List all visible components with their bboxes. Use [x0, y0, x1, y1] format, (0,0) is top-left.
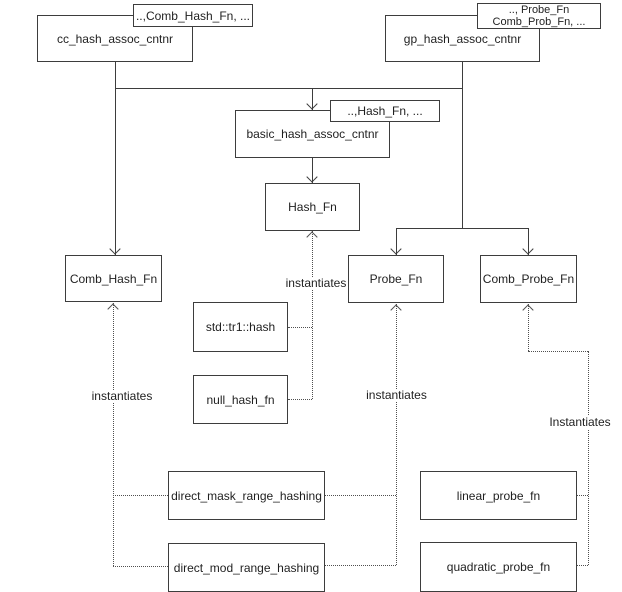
arrowhead-into-basic-hash: [306, 98, 317, 109]
edge-linear-probe-connector: [577, 495, 588, 496]
node-label: Probe_Fn: [369, 272, 423, 286]
edge-label-hash-instantiates: instantiates: [285, 276, 347, 290]
node-label: linear_probe_fn: [456, 488, 541, 503]
node-std-tr1-hash: [193, 302, 288, 352]
node-label: Hash_Fn: [288, 200, 337, 214]
node-label: Comb_Probe_Fn: [482, 272, 575, 286]
node-label: Comb_Hash_Fn: [69, 271, 158, 286]
node-hash-fn: [265, 183, 360, 231]
param-tag-label: ..,Hash_Fn, ...: [347, 104, 423, 118]
arrowhead-into-hash-fn: [306, 171, 317, 182]
param-tag-cc-hash: [133, 4, 253, 27]
param-tag-gp-hash: [477, 3, 601, 29]
edge-direct-mask-right-connector: [325, 495, 396, 496]
edge-null-hash-fn-connector: [288, 399, 312, 400]
node-label: null_hash_fn: [206, 392, 275, 407]
arrowhead-into-comb-hash-fn: [109, 243, 120, 254]
node-quadratic-probe-fn: [420, 542, 577, 592]
param-tag-basic-hash: [330, 100, 440, 122]
edge-comb-hash-instantiates-line: [113, 303, 114, 566]
edge-probe-fn-instantiates-line: [396, 304, 397, 565]
edge-direct-mask-left-connector: [113, 495, 168, 496]
node-label: direct_mask_range_hashing: [171, 488, 322, 503]
edge-hash-fn-instantiates-line: [312, 231, 313, 399]
node-direct-mask-range-hashing: [168, 471, 325, 520]
node-label: cc_hash_assoc_cntnr: [56, 31, 174, 46]
arrowhead-into-hash-fn-bottom: [306, 231, 317, 242]
node-label: quadratic_probe_fn: [446, 560, 551, 574]
node-comb-probe-fn: [480, 255, 577, 303]
edge-gp-down-line: [462, 62, 463, 228]
edge-direct-mod-right-connector: [325, 565, 396, 566]
node-null-hash-fn: [193, 375, 288, 424]
param-tag-label-line2: Comb_Prob_Fn, ...: [492, 16, 586, 28]
edge-comb-probe-instantiates-elbow: [528, 351, 588, 352]
arrowhead-into-probe-fn-bottom: [390, 304, 401, 315]
node-label: std::tr1::hash: [205, 320, 276, 334]
edge-quadratic-probe-connector: [577, 565, 588, 566]
node-comb-hash-fn: [65, 255, 162, 302]
node-label: basic_hash_assoc_cntnr: [246, 127, 379, 141]
node-direct-mod-range-hashing: [168, 543, 325, 592]
arrowhead-into-comb-probe-fn-bottom: [522, 304, 533, 315]
node-label: gp_hash_assoc_cntnr: [403, 31, 522, 46]
edge-top-bus-line: [115, 88, 462, 89]
node-label: direct_mod_range_hashing: [173, 560, 320, 575]
arrowhead-into-comb-probe-fn: [522, 243, 533, 254]
param-tag-label: ..,Comb_Hash_Fn, ...: [135, 8, 251, 23]
node-linear-probe-fn: [420, 471, 577, 520]
edge-label-probe-instantiates: instantiates: [366, 388, 427, 402]
arrowhead-into-comb-hash-fn-bottom: [107, 303, 118, 314]
edge-cc-down-line: [115, 62, 116, 255]
edge-comb-probe-instantiates-line-2: [588, 351, 589, 565]
edge-std-tr1-hash-connector: [288, 327, 312, 328]
param-tag-label-line1: .., Probe_Fn: [508, 4, 570, 16]
edge-probe-tee-line: [396, 228, 529, 229]
node-probe-fn: [348, 255, 444, 303]
edge-label-comb-probe-instantiates: Instantiates: [549, 415, 611, 429]
edge-label-comb-hash-instantiates: instantiates: [86, 390, 158, 403]
edge-direct-mod-left-connector: [113, 566, 168, 567]
arrowhead-into-probe-fn: [390, 243, 401, 254]
